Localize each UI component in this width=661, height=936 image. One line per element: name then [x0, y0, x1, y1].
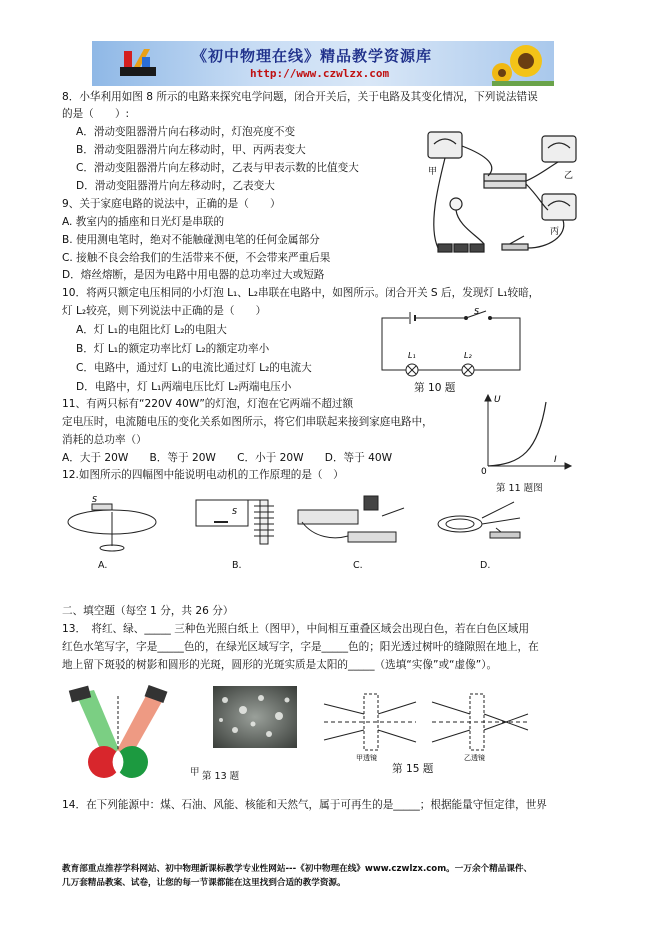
q8-option-a: A．滑动变阻器滑片向右移动时，灯泡亮度不变 — [76, 126, 296, 138]
q9-option-c: C. 接触不良会给我们的生活带来不便，不会带来严重后果 — [62, 252, 331, 264]
q11-graph-figure — [476, 394, 576, 478]
q13-color-light-figure — [60, 688, 170, 780]
header-banner — [92, 41, 554, 86]
q8-stem-line1: 8．小华利用如图 8 所示的电路来探究电学问题，闭合开关后，关于电路及其变化情况，下列说法错误 — [62, 91, 538, 103]
q15-fig-caption: 第 15 题 — [392, 763, 434, 775]
q11-origin: 0 — [481, 467, 487, 477]
q12-stem: 12.如图所示的四幅图中能说明电动机的工作原理的是（ ） — [62, 469, 344, 481]
q10-stem-line1: 10．将两只额定电压相同的小灯泡 L₁、L₂串联在电路中，如图所示。闭合开关 S 后，发现灯 L₁较暗， — [62, 287, 540, 299]
q13-shadow-photo — [213, 686, 297, 748]
q8-fig-label-jia: 甲 — [428, 167, 438, 177]
footer-line1: 教育部重点推荐学科网站、初中物理新课标教学专业性网站---《初中物理在线》www.czwlzx.com。一万余个精品课件、 — [62, 864, 533, 874]
q10-label-l2: L₂ — [464, 351, 472, 360]
q13-line1: 13． 将红、绿、_____ 三种色光照白纸上（图甲），中间相互重叠区域会出现白色，若在白色区域用 — [62, 623, 530, 635]
q12-figures — [64, 488, 534, 556]
q14-line1: 14．在下列能源中：煤、石油、风能、核能和天然气，属于可再生的是_____；根据能量守恒定律，世界 — [62, 799, 547, 811]
banner-url[interactable]: http://www.czwlzx.com — [250, 67, 390, 80]
q10-label-s: S — [474, 307, 480, 316]
q8-option-b: B．滑动变阻器滑片向左移动时，甲、丙两表变大 — [76, 144, 306, 156]
q11-axis-u: U — [494, 395, 501, 405]
q13-line2: 红色水笔写字，字是_____色的，在绿光区域写字，字是_____色的；阳光透过树叶的缝隙照在地上，在 — [62, 641, 539, 653]
q12-label-b: B. — [232, 560, 242, 571]
q15-lens-figure — [320, 690, 532, 762]
q10-option-a: A．灯 L₁的电阻比灯 L₂的电阻大 — [76, 324, 227, 336]
q11-options: A．大于 20W B．等于 20W C．小于 20W D．等于 40W — [62, 452, 393, 464]
q10-option-b: B．灯 L₁的额定功率比灯 L₂的额定功率小 — [76, 343, 270, 355]
q8-fig-label-yi: 乙 — [564, 171, 574, 181]
logo-icon — [116, 45, 160, 83]
q11-stem-line1: 11、有两只标有“220V 40W”的灯泡，灯泡在它两端不超过额 — [62, 398, 354, 410]
q11-stem-line3: 消耗的总功率（） — [62, 434, 147, 446]
q15-lens-a-label: 甲透镜 — [356, 754, 377, 762]
footer-line2: 几万套精品教案、试卷，让您的每一节课都能在这里找到合适的教学资源。 — [62, 878, 346, 888]
q10-fig-caption: 第 10 题 — [414, 382, 456, 394]
q13-fig-caption: 第 13 题 — [202, 771, 240, 782]
banner-title: 《初中物理在线》精品教学资源库 — [192, 47, 433, 65]
q13-fig-mark: 甲 — [190, 767, 200, 778]
q11-fig-caption: 第 11 题图 — [496, 483, 543, 494]
q10-stem-line2: 灯 L₂较亮，则下列说法中正确的是（ ） — [62, 305, 267, 317]
q9-option-a: A. 教室内的插座和日光灯是串联的 — [62, 216, 225, 228]
q8-circuit-figure — [418, 126, 586, 276]
q11-stem-line2: 定电压时，电流随电压的变化关系如图所示，将它们串联起来接到家庭电路中， — [62, 416, 433, 428]
svg-text:S: S — [232, 507, 238, 516]
q12-label-d: D. — [480, 560, 491, 571]
svg-text:S: S — [92, 495, 98, 504]
q10-circuit-figure — [378, 308, 528, 386]
q13-line3: 地上留下斑驳的树影和圆形的光斑，圆形的光斑实质是太阳的_____（选填“实像”或“虚像”）。 — [62, 659, 498, 671]
q8-stem-line2: 的是（ ）: — [62, 108, 130, 120]
q10-option-c: C．电路中，通过灯 L₁的电流比通过灯 L₂的电流大 — [76, 362, 312, 374]
q9-option-d: D．熔丝熔断，是因为电路中用电器的总功率过大或短路 — [62, 269, 325, 281]
q15-lens-b-label: 乙透镜 — [464, 754, 485, 762]
q9-stem: 9、关于家庭电路的说法中，正确的是（ ） — [62, 198, 281, 210]
q8-option-d: D．滑动变阻器滑片向左移动时，乙表变大 — [76, 180, 275, 192]
q10-label-l1: L₁ — [408, 351, 416, 360]
q12-label-c: C. — [353, 560, 363, 571]
sunflower-icon — [492, 41, 554, 86]
q8-fig-label-bing: 丙 — [550, 227, 560, 237]
q9-option-b: B. 使用测电笔时，绝对不能触碰测电笔的任何金属部分 — [62, 234, 320, 246]
q12-label-a: A. — [98, 560, 108, 571]
q8-option-c: C．滑动变阻器滑片向左移动时，乙表与甲表示数的比值变大 — [76, 162, 359, 174]
section2-heading: 二、填空题（每空 1 分，共 26 分） — [62, 605, 234, 617]
q11-axis-i: I — [554, 455, 557, 465]
q10-option-d: D．电路中，灯 L₁两端电压比灯 L₂两端电压小 — [76, 381, 292, 393]
